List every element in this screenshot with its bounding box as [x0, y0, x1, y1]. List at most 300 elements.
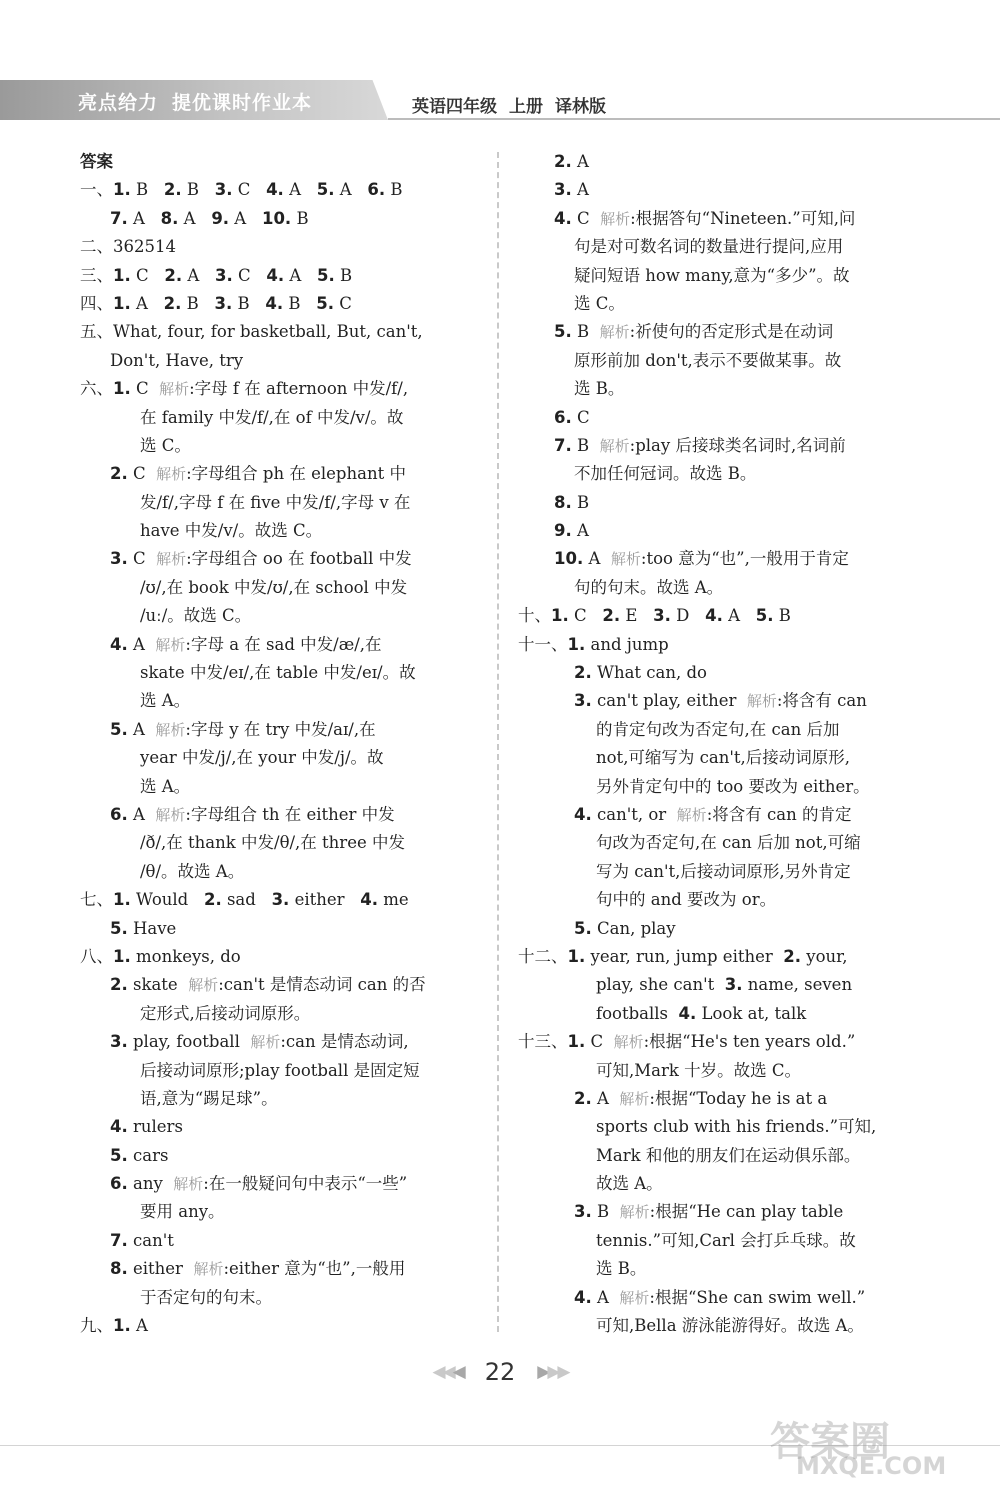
- answer-line: [518, 773, 920, 801]
- item-number: 3.: [110, 549, 128, 569]
- item-number: 1.: [567, 1032, 586, 1052]
- answer-text: A: [334, 180, 368, 200]
- answer-text: :play 后接球类名词时,名词前: [629, 435, 846, 455]
- answer-text: A: [284, 265, 318, 285]
- answer-line: [80, 1227, 480, 1255]
- answer-line: [80, 545, 480, 573]
- answer-line: [80, 1113, 480, 1141]
- item-number: 1.: [567, 634, 586, 654]
- item-number: 1.: [551, 606, 569, 626]
- answer-text: 十二、: [518, 946, 568, 966]
- answer-text: 句改为否定句,在 can 后加 not,可缩: [596, 833, 861, 853]
- analysis-label: 解析: [159, 380, 190, 399]
- answer-line: [80, 744, 480, 772]
- answer-line: [518, 659, 920, 687]
- item-number: 2.: [602, 606, 621, 626]
- answer-line: [518, 404, 920, 432]
- answer-text: Can, play: [591, 918, 676, 938]
- item-number: 10.: [261, 208, 292, 228]
- item-number: 8.: [554, 492, 572, 512]
- series-name-a: 亮点给力: [78, 92, 159, 114]
- item-number: 3.: [574, 1202, 592, 1222]
- answer-line: [518, 886, 920, 914]
- answer-line: [80, 631, 480, 659]
- analysis-label: 解析: [610, 550, 641, 569]
- answer-text: 四、: [80, 293, 113, 313]
- analysis-label: 解析: [250, 1033, 281, 1052]
- answer-text: 不加任何冠词。故选 B。: [574, 464, 757, 484]
- answer-text: C: [232, 265, 267, 285]
- answer-line: [80, 1255, 480, 1283]
- answer-text: 可知,Bella 游泳能游得好。故选 A。: [596, 1316, 864, 1336]
- item-number: 2.: [163, 180, 182, 200]
- answer-text: 可知,Mark 十岁。故选 C。: [596, 1060, 801, 1080]
- answer-text: :字母 a 在 sad 中发/æ/,在: [185, 634, 382, 654]
- answer-line: [518, 1085, 920, 1113]
- header-rule: [388, 118, 1000, 120]
- answer-text: 八、: [80, 946, 113, 966]
- answer-text: :too 意为“也”,一般用于肯定: [640, 549, 849, 569]
- answer-text: any: [127, 1174, 174, 1194]
- answer-line: [80, 1057, 480, 1085]
- analysis-label: 解析: [193, 1260, 224, 1279]
- item-number: 2.: [163, 293, 182, 313]
- book-info: [412, 92, 606, 117]
- answer-text: skate 中发/eɪ/,在 table 中发/eɪ/。故: [140, 663, 416, 683]
- answer-text: :根据“He can play table: [649, 1202, 844, 1222]
- answer-line: [518, 1170, 920, 1198]
- answer-text: :祈使句的否定形式是在动词: [629, 322, 834, 342]
- item-number: 1.: [113, 946, 131, 966]
- answer-text: 六、: [80, 379, 113, 399]
- subject-grade: 英语四年级: [412, 97, 497, 117]
- answer-line: [518, 205, 920, 233]
- answer-text: D: [670, 606, 706, 626]
- answer-line: [80, 886, 480, 914]
- answer-line: [80, 602, 480, 630]
- answer-text: A: [591, 1287, 620, 1307]
- answer-text: 选 B。: [596, 1259, 647, 1279]
- answer-text: Mark 和他的朋友们在运动俱乐部。: [596, 1145, 861, 1165]
- answer-text: A: [229, 208, 262, 228]
- item-number: 8.: [110, 1259, 128, 1279]
- analysis-label: 解析: [600, 209, 631, 228]
- answer-text: 三、: [80, 265, 113, 285]
- answer-text: footballs: [596, 1003, 679, 1023]
- item-number: 6.: [110, 804, 128, 824]
- item-number: 5.: [110, 918, 128, 938]
- page-footer: [0, 1358, 1000, 1390]
- item-number: 2.: [110, 975, 128, 995]
- item-number: 3.: [110, 1032, 128, 1052]
- watermark-logo: 答案圈: [770, 1419, 890, 1465]
- answer-text: C: [333, 293, 352, 313]
- answer-text: B: [385, 180, 403, 200]
- answer-text: :根据“He's ten years old.”: [643, 1032, 856, 1052]
- answers-right-column: [518, 148, 920, 1340]
- answer-text: your,: [801, 946, 848, 966]
- answer-text: and jump: [585, 634, 669, 654]
- answer-line: [80, 659, 480, 687]
- item-number: 2.: [574, 1088, 592, 1108]
- item-number: 1.: [113, 293, 131, 313]
- item-number: 5.: [554, 322, 572, 342]
- series-name-b: 提优课时作业本: [172, 92, 313, 114]
- answer-line: [518, 971, 920, 999]
- analysis-label: 解析: [155, 805, 186, 824]
- answer-text: 一、: [80, 180, 113, 200]
- answer-text: 句的句末。故选 A。: [574, 577, 724, 597]
- item-number: 6.: [367, 180, 386, 200]
- answer-text: B: [181, 293, 215, 313]
- item-number: 4.: [266, 180, 284, 200]
- answer-text: C: [585, 1032, 614, 1052]
- answer-text: B: [571, 435, 600, 455]
- item-number: 6.: [554, 407, 572, 427]
- answer-text: :将含有 can 的肯定: [706, 804, 852, 824]
- item-number: 1.: [113, 890, 131, 910]
- answer-text: 选 B。: [574, 379, 625, 399]
- answer-text: can't play, either: [591, 691, 747, 711]
- answer-line: [80, 262, 480, 290]
- item-number: 9.: [554, 521, 572, 541]
- answer-text: C: [568, 606, 603, 626]
- answer-text: B: [591, 1202, 620, 1222]
- answer-text: play, football: [127, 1032, 251, 1052]
- item-number: 答案: [80, 152, 113, 171]
- analysis-label: 解析: [746, 692, 777, 711]
- answer-text: 于否定句的句末。: [140, 1287, 272, 1307]
- answer-line: [80, 1284, 480, 1312]
- answer-text: /ð/,在 thank 中发/θ/,在 three 中发: [140, 833, 405, 853]
- analysis-label: 解析: [155, 635, 186, 654]
- analysis-label: 解析: [155, 720, 186, 739]
- answer-line: [518, 1312, 920, 1340]
- answer-line: [518, 432, 920, 460]
- answer-text: :在一般疑问句中表示“一些”: [203, 1174, 408, 1194]
- answer-line: [80, 829, 480, 857]
- item-number: 5.: [110, 719, 128, 739]
- answer-line: [80, 318, 480, 346]
- answer-text: 选 C。: [140, 435, 191, 455]
- answer-text: B: [291, 208, 309, 228]
- answer-text: B: [571, 322, 600, 342]
- item-number: 5.: [317, 265, 335, 285]
- item-number: 2.: [164, 265, 183, 285]
- answer-text: 语,意为“踢足球”。: [140, 1088, 278, 1108]
- answer-line: [518, 1028, 920, 1056]
- answer-line: [80, 574, 480, 602]
- item-number: 9.: [211, 208, 230, 228]
- answer-text: 九、: [80, 1316, 113, 1336]
- answer-line: [518, 233, 920, 261]
- analysis-label: 解析: [613, 1033, 644, 1052]
- answer-text: 要用 any。: [140, 1202, 225, 1222]
- item-number: 5.: [574, 918, 592, 938]
- item-number: 4.: [678, 1003, 697, 1023]
- answer-text: 句中的 and 要改为 or。: [596, 890, 777, 910]
- answer-text: :根据“Today he is at a: [649, 1088, 828, 1108]
- page-number: 22: [484, 1358, 516, 1386]
- answer-text: name, seven: [742, 975, 853, 995]
- answer-line: [80, 1142, 480, 1170]
- item-number: 4.: [266, 265, 285, 285]
- answer-line: [80, 943, 480, 971]
- answer-line: [80, 176, 480, 204]
- prev-arrows-icon: ◀◀◀: [432, 1362, 463, 1382]
- item-number: 1.: [113, 1316, 131, 1336]
- answer-text: A: [583, 549, 611, 569]
- answer-line: [518, 631, 920, 659]
- answer-text: either: [289, 890, 361, 910]
- answer-line: [80, 375, 480, 403]
- answer-text: A: [178, 208, 212, 228]
- answer-line: [518, 1142, 920, 1170]
- answer-line: [80, 1028, 480, 1056]
- answer-text: skate: [127, 975, 189, 995]
- analysis-label: 解析: [676, 805, 707, 824]
- answer-text: either: [127, 1259, 194, 1279]
- answer-text: play, she can't: [596, 975, 725, 995]
- item-number: 4.: [110, 634, 128, 654]
- item-number: 2.: [203, 890, 222, 910]
- analysis-label: 解析: [599, 323, 630, 342]
- item-number: 4.: [360, 890, 379, 910]
- answer-text: year 中发/j/,在 your 中发/j/。故: [140, 748, 384, 768]
- answer-text: 写为 can't,后接动词原形,另外肯定: [596, 861, 851, 881]
- answer-line: [80, 801, 480, 829]
- answer-text: 在 family 中发/f/,在 of 中发/v/。故: [140, 407, 404, 427]
- item-number: 2.: [783, 946, 801, 966]
- answer-text: :字母 f 在 afternoon 中发/f/,: [189, 379, 409, 399]
- answer-text: A: [591, 1088, 620, 1108]
- item-number: 3.: [574, 691, 592, 711]
- answer-line: [518, 1000, 920, 1028]
- answer-text: C: [130, 379, 160, 399]
- answer-text: can't: [127, 1230, 174, 1250]
- answer-text: 故选 A。: [596, 1174, 663, 1194]
- answer-line: [518, 1198, 920, 1226]
- answer-text: B: [232, 293, 266, 313]
- answer-line: [518, 744, 920, 772]
- item-number: 3.: [215, 265, 233, 285]
- answer-text: A: [130, 1316, 148, 1336]
- answer-line: [80, 858, 480, 886]
- item-number: 7.: [110, 1230, 128, 1250]
- answer-text: :字母 y 在 try 中发/aɪ/,在: [185, 719, 376, 739]
- answer-line: [518, 687, 920, 715]
- answer-text: 选 A。: [140, 691, 191, 711]
- answer-text: sports club with his friends.”可知,: [596, 1117, 877, 1137]
- answer-line: [518, 489, 920, 517]
- item-number: 5.: [755, 606, 774, 626]
- item-number: 1.: [113, 180, 131, 200]
- answer-text: C: [127, 549, 157, 569]
- answer-text: A: [722, 606, 756, 626]
- answer-line: [518, 1227, 920, 1255]
- answer-text: A: [571, 180, 589, 200]
- answer-line: [80, 404, 480, 432]
- item-number: 4.: [574, 1287, 592, 1307]
- analysis-label: 解析: [619, 1203, 650, 1222]
- answer-text: A: [127, 804, 156, 824]
- answer-text: 十一、: [518, 634, 568, 654]
- answer-text: 选 A。: [140, 776, 191, 796]
- answer-line: [80, 971, 480, 999]
- item-number: 5.: [316, 293, 334, 313]
- answer-text: A: [571, 521, 589, 541]
- answer-text: Would: [130, 890, 204, 910]
- answer-line: [80, 1198, 480, 1226]
- answer-line: [80, 517, 480, 545]
- analysis-label: 解析: [599, 436, 630, 455]
- answer-text: /uː/。故选 C。: [140, 606, 252, 626]
- answer-text: C: [130, 265, 165, 285]
- answer-line: [518, 943, 920, 971]
- answers-left-column: [80, 148, 480, 1340]
- answer-text: B: [283, 293, 317, 313]
- answer-line: [518, 318, 920, 346]
- answer-text: What can, do: [591, 663, 707, 683]
- answer-text: 七、: [80, 890, 113, 910]
- answer-text: :字母组合 oo 在 football 中发: [186, 549, 412, 569]
- item-number: 3.: [653, 606, 671, 626]
- answer-text: :根据“She can swim well.”: [649, 1287, 866, 1307]
- answer-line: [80, 773, 480, 801]
- answer-line: [518, 1284, 920, 1312]
- answer-text: A: [182, 265, 216, 285]
- answer-line: [80, 347, 480, 375]
- item-number: 6.: [110, 1174, 128, 1194]
- answer-text: :can 是情态动词,: [280, 1032, 409, 1052]
- answer-line: [80, 489, 480, 517]
- answer-line: [518, 915, 920, 943]
- item-number: 3.: [271, 890, 290, 910]
- answer-text: B: [571, 492, 590, 512]
- answer-line: [80, 915, 480, 943]
- answer-text: E: [620, 606, 654, 626]
- answer-text: Look at, talk: [696, 1003, 807, 1023]
- analysis-label: 解析: [619, 1089, 650, 1108]
- item-number: 5.: [110, 1145, 128, 1165]
- answer-text: C: [232, 180, 267, 200]
- answer-text: 十三、: [518, 1032, 568, 1052]
- answer-line: [518, 801, 920, 829]
- answer-line: [80, 148, 480, 176]
- answer-text: /θ/。故选 A。: [140, 861, 245, 881]
- answer-text: /ʊ/,在 book 中发/ʊ/,在 school 中发: [140, 577, 408, 597]
- answer-line: [518, 716, 920, 744]
- analysis-label: 解析: [173, 1175, 204, 1194]
- answer-text: B: [130, 180, 164, 200]
- answer-text: monkeys, do: [130, 946, 241, 966]
- item-number: 4.: [110, 1117, 128, 1137]
- answer-text: A: [127, 208, 161, 228]
- answer-text: :either 意为“也”,一般用: [223, 1259, 406, 1279]
- answer-text: 另外肯定句中的 too 要改为 either。: [596, 776, 870, 796]
- answer-text: tennis.”可知,Carl 会打乒乓球。故: [596, 1230, 856, 1250]
- answer-text: C: [127, 464, 157, 484]
- answer-text: A: [130, 293, 164, 313]
- item-number: 4.: [265, 293, 284, 313]
- answer-line: [80, 1170, 480, 1198]
- answer-text: Have: [127, 918, 177, 938]
- answer-text: :根据答句“Nineteen.”可知,问: [630, 208, 856, 228]
- answer-text: B: [773, 606, 791, 626]
- answer-line: [518, 290, 920, 318]
- answer-text: rulers: [127, 1117, 183, 1137]
- answer-line: [518, 517, 920, 545]
- analysis-label: 解析: [619, 1288, 650, 1307]
- answer-text: 十、: [518, 606, 551, 626]
- answer-text: A: [283, 180, 317, 200]
- answer-text: Don't, Have, try: [110, 350, 244, 370]
- answer-line: [518, 1113, 920, 1141]
- answer-text: B: [181, 180, 215, 200]
- item-number: 7.: [554, 435, 572, 455]
- item-number: 3.: [214, 293, 233, 313]
- item-number: 10.: [554, 549, 584, 569]
- answer-text: 发/f/,字母 f 在 five 中发/f/,字母 v 在: [140, 492, 411, 512]
- answer-text: 后接动词原形;play football 是固定短: [140, 1060, 420, 1080]
- answer-line: [518, 829, 920, 857]
- item-number: 4.: [554, 208, 572, 228]
- answer-line: [80, 687, 480, 715]
- answer-line: [80, 432, 480, 460]
- answer-line: [518, 858, 920, 886]
- answer-text: me: [378, 890, 409, 910]
- item-number: 1.: [567, 946, 586, 966]
- series-title: [78, 88, 312, 116]
- edition: 译林版: [555, 97, 606, 117]
- answer-text: not,可缩写为 can't,后接动词原形,: [596, 748, 851, 768]
- answer-text: have 中发/v/。故选 C。: [140, 521, 323, 541]
- answer-line: [518, 1057, 920, 1085]
- item-number: 3.: [554, 180, 572, 200]
- next-arrows-icon: ▶▶▶: [537, 1362, 568, 1382]
- answer-text: 句是对可数名词的数量进行提问,应用: [574, 237, 844, 257]
- item-number: 7.: [110, 208, 128, 228]
- answer-text: year, run, jump either: [585, 946, 784, 966]
- answer-line: [518, 1255, 920, 1283]
- analysis-label: 解析: [188, 976, 219, 995]
- item-number: 2.: [110, 464, 128, 484]
- answer-text: 定形式,后接动词原形。: [140, 1003, 311, 1023]
- item-number: 2.: [554, 152, 572, 171]
- item-number: 1.: [113, 265, 131, 285]
- item-number: 3.: [724, 975, 743, 995]
- answer-line: [80, 1085, 480, 1113]
- answer-text: 二、362514: [80, 237, 176, 257]
- answer-line: [80, 460, 480, 488]
- answer-line: [80, 205, 480, 233]
- answer-text: can't, or: [591, 804, 677, 824]
- answer-line: [80, 716, 480, 744]
- answer-text: 的肯定句改为否定句,在 can 后加: [596, 719, 840, 739]
- answer-line: [80, 233, 480, 261]
- answer-line: [80, 1000, 480, 1028]
- answer-text: A: [127, 634, 156, 654]
- item-number: 5.: [316, 180, 335, 200]
- answer-text: :字母组合 ph 在 elephant 中: [186, 464, 406, 484]
- answer-text: sad: [221, 890, 272, 910]
- answer-text: C: [571, 208, 601, 228]
- answer-text: 疑问短语 how many,意为“多少”。故: [574, 265, 850, 285]
- item-number: 3.: [214, 180, 233, 200]
- item-number: 4.: [705, 606, 723, 626]
- answer-text: A: [127, 719, 156, 739]
- answer-line: [518, 460, 920, 488]
